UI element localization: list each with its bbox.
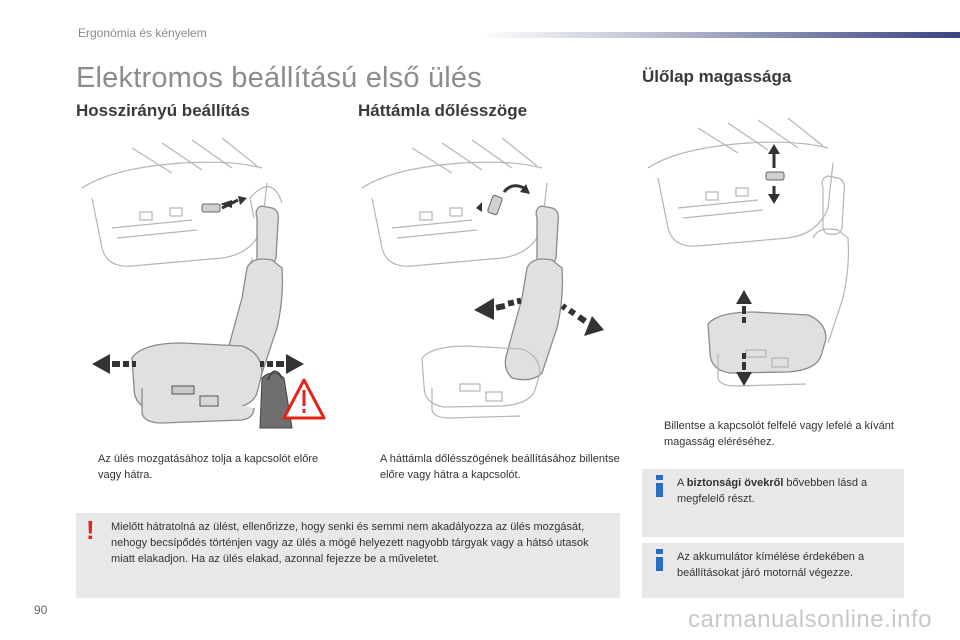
bullet-backrest xyxy=(358,451,620,483)
section-label: Ergonómia és kényelem xyxy=(78,26,207,40)
info-box-seatbelts xyxy=(642,469,904,537)
heading-cushion-height: Ülőlap magassága xyxy=(642,67,792,86)
header-rule xyxy=(478,32,960,38)
info-battery-text: Az akkumulátor kímélése érdekében a beállításokat járó motornál végezze. xyxy=(677,551,865,579)
info-box-battery xyxy=(642,543,904,598)
page-number: 90 xyxy=(34,603,48,617)
warning-icon: ! xyxy=(86,515,95,545)
watermark: carmanualsonline.info xyxy=(688,606,932,633)
info-icon xyxy=(656,475,663,497)
figure-cushion-height xyxy=(638,108,908,408)
warning-text: Mielőtt hátratolná az ülést, ellenőrizze, hogy senki és semmi nem akadályozza az ülés mozgását, nehogy becsípődés történjen vagy az ülés a mögé helyezett nagyobb tárgyak vagy a hátsó utasok miatt elakadjon. Ha az ülés elakad, azonnal fejezze be a műveletet. xyxy=(111,521,589,565)
figure-longitudinal-adjustment xyxy=(72,128,342,438)
heading-backrest: Háttámla dőlésszöge xyxy=(358,101,528,120)
bullet-cushion-height xyxy=(642,418,904,450)
bullet-longitudinal-text: Az ülés mozgatásához tolja a kapcsolót előre vagy hátra. xyxy=(98,453,319,481)
bullet-cushion-height-text: Billentse a kapcsolót felfelé vagy lefelé a kívánt magasság eléréséhez. xyxy=(664,420,894,448)
warning-box xyxy=(76,513,620,598)
info-seatbelts-text: A biztonsági övekről bővebben lásd a megfelelő részt. xyxy=(677,477,868,505)
bullet-longitudinal xyxy=(76,451,338,483)
info-seatbelts-link-text: biztonsági övekről xyxy=(686,477,784,489)
figure-backrest-angle xyxy=(352,128,622,438)
info-icon xyxy=(656,549,663,571)
bullet-backrest-text: A háttámla dőlésszögének beállításához billentse előre vagy hátra a kapcsolót. xyxy=(380,453,620,481)
page-title: Elektromos beállítású első ülés xyxy=(76,62,482,94)
heading-longitudinal: Hosszirányú beállítás xyxy=(76,101,250,120)
